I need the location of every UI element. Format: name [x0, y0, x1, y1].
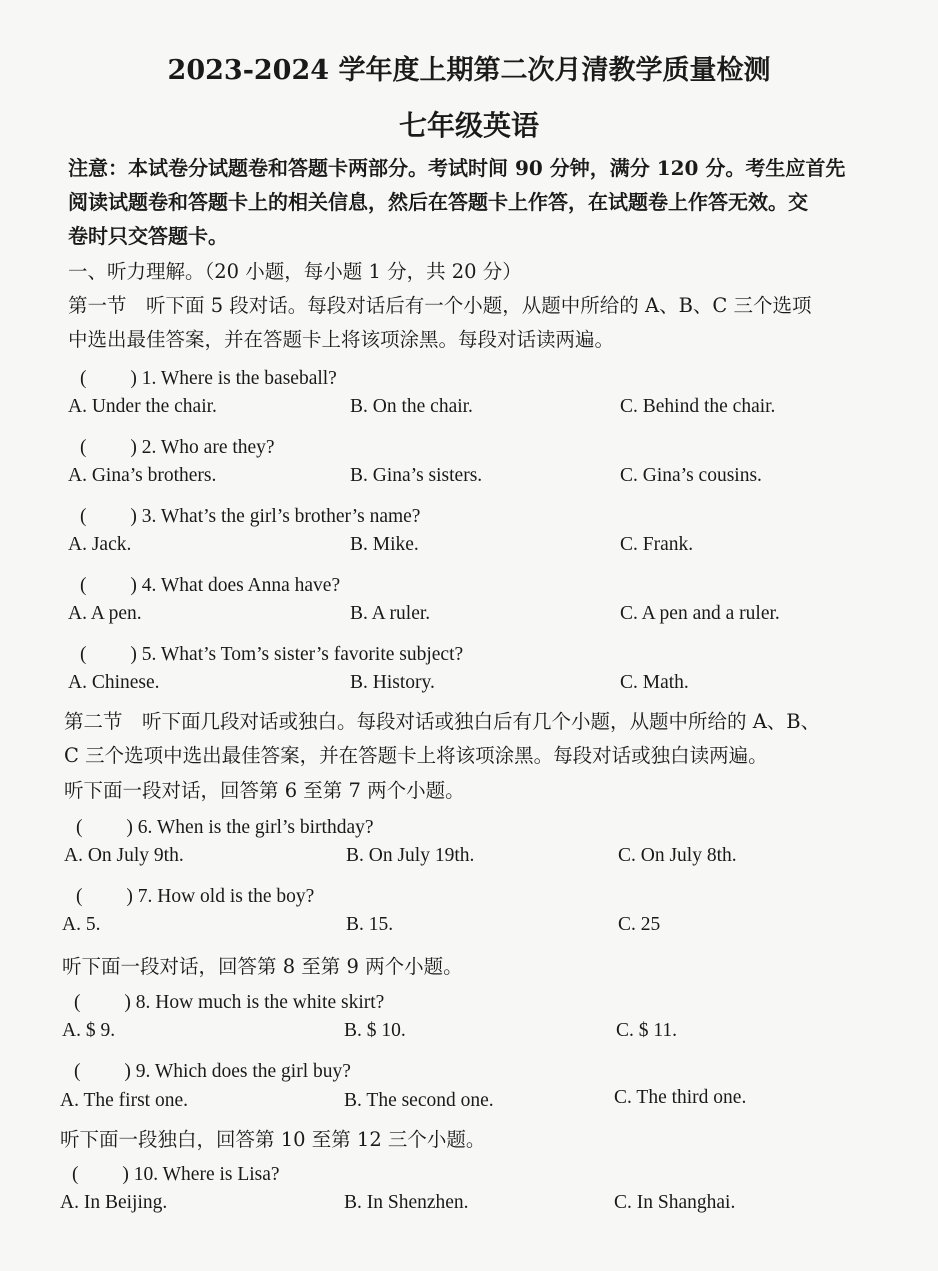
exam-title: 2023-2024 学年度上期第二次月清教学质量检测: [167, 55, 771, 86]
notice-line: 卷时只交答题卡。: [68, 224, 228, 248]
option-a: A. 5.: [62, 914, 101, 935]
section-instructions: C 三个选项中选出最佳答案，并在答题卡上将该项涂黑。每段对话或独白读两遍。: [64, 744, 768, 767]
option-c: C. The third one.: [614, 1087, 747, 1108]
exam-subtitle: 七年级英语: [398, 109, 539, 142]
option-b: B. A ruler.: [350, 603, 431, 624]
option-c: C. Math.: [620, 672, 689, 693]
option-c: C. 25: [618, 914, 661, 935]
option-a: A. On July 9th.: [64, 845, 184, 866]
section-instructions: 中选出最佳答案，并在答题卡上将该项涂黑。每段对话读两遍。: [68, 328, 615, 351]
option-a: A. A pen.: [68, 603, 142, 624]
option-b: B. Gina’s sisters.: [350, 465, 483, 486]
group-instruction: 听下面一段对话，回答第 6 至第 7 两个小题。: [64, 779, 465, 802]
question-stem: ( ) 10. Where is Lisa?: [72, 1164, 280, 1185]
notice-line: 注意：本试卷分试题卷和答题卡两部分。考试时间 90 分钟，满分 120 分。考生应首先: [68, 156, 846, 180]
option-c: C. Gina’s cousins.: [620, 465, 762, 486]
option-c: C. A pen and a ruler.: [620, 603, 780, 624]
question-stem: ( ) 7. How old is the boy?: [76, 886, 315, 907]
option-a: A. Jack.: [68, 534, 132, 555]
option-b: B. The second one.: [344, 1090, 494, 1111]
question-stem: ( ) 6. When is the girl’s birthday?: [76, 817, 374, 838]
section-instructions: 第一节 听下面 5 段对话。每段对话后有一个小题，从题中所给的 A、B、C 三个选项: [68, 294, 812, 317]
group-instruction: 听下面一段对话，回答第 8 至第 9 两个小题。: [62, 955, 463, 978]
part-heading: 一、听力理解。（20 小题，每小题 1 分，共 20 分）: [68, 260, 522, 283]
option-c: C. In Shanghai.: [614, 1192, 736, 1213]
option-a: A. $ 9.: [62, 1020, 116, 1041]
option-b: B. On the chair.: [350, 396, 473, 417]
question-stem: ( ) 9. Which does the girl buy?: [74, 1061, 351, 1082]
question-stem: ( ) 5. What’s Tom’s sister’s favorite subject?: [80, 644, 464, 665]
question-stem: ( ) 1. Where is the baseball?: [80, 368, 337, 389]
option-c: C. On July 8th.: [618, 845, 737, 866]
option-b: B. 15.: [346, 914, 394, 935]
option-b: B. $ 10.: [344, 1020, 406, 1041]
option-b: B. History.: [350, 672, 435, 693]
option-a: A. The first one.: [60, 1090, 188, 1111]
group-instruction: 听下面一段独白，回答第 10 至第 12 三个小题。: [60, 1128, 486, 1151]
option-a: A. Under the chair.: [68, 396, 217, 417]
option-b: B. Mike.: [350, 534, 419, 555]
option-a: A. Gina’s brothers.: [68, 465, 217, 486]
option-c: C. Behind the chair.: [620, 396, 776, 417]
option-c: C. Frank.: [620, 534, 694, 555]
question-stem: ( ) 4. What does Anna have?: [80, 575, 341, 596]
option-b: B. On July 19th.: [346, 845, 475, 866]
option-b: B. In Shenzhen.: [344, 1192, 469, 1213]
option-c: C. $ 11.: [616, 1020, 678, 1041]
question-stem: ( ) 8. How much is the white skirt?: [74, 992, 385, 1013]
question-stem: ( ) 2. Who are they?: [80, 437, 275, 458]
question-stem: ( ) 3. What’s the girl’s brother’s name?: [80, 506, 421, 527]
option-a: A. In Beijing.: [60, 1192, 168, 1213]
option-a: A. Chinese.: [68, 672, 160, 693]
section-instructions: 第二节 听下面几段对话或独白。每段对话或独白后有几个小题，从题中所给的 A、B、: [64, 710, 821, 733]
notice-line: 阅读试题卷和答题卡上的相关信息，然后在答题卡上作答，在试题卷上作答无效。交: [68, 190, 808, 214]
